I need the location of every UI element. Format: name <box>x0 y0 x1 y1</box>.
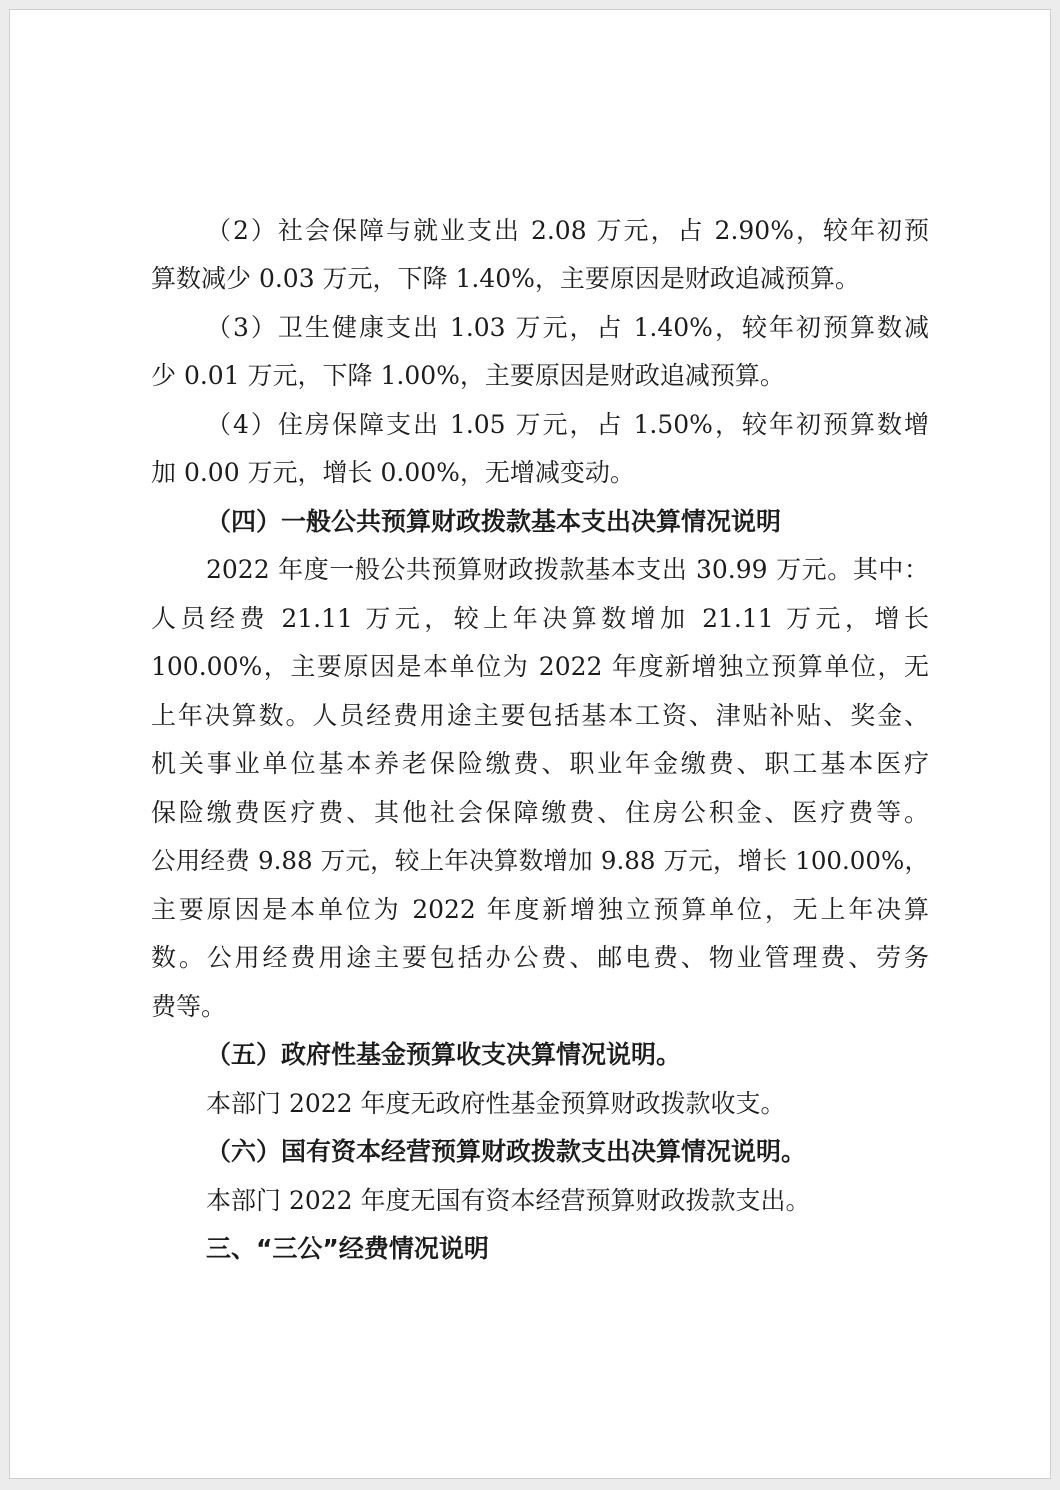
text-line: 加 0.00 万元，增长 0.00%，无增减变动。 <box>151 458 635 487</box>
text-line: 本部门 2022 年度无政府性基金预算财政拨款收支。 <box>206 1089 786 1118</box>
text-line: 公用经费 9.88 万元，较上年决算数增加 9.88 万元，增长 100.00%， <box>151 846 929 875</box>
text-line: 保险缴费医疗费、其他社会保障缴费、住房公积金、医疗费等。 <box>151 798 929 827</box>
text-line: （4）住房保障支出 1.05 万元，占 1.50%，较年初预算数增 <box>206 410 929 439</box>
text-line: 算数减少 0.03 万元，下降 1.40%，主要原因是财政追减预算。 <box>151 264 860 293</box>
text-line: 机关事业单位基本养老保险缴费、职业年金缴费、职工基本医疗 <box>151 749 929 778</box>
section-heading: （四）一般公共预算财政拨款基本支出决算情况说明 <box>206 507 782 536</box>
section-heading: （五）政府性基金预算收支决算情况说明。 <box>206 1040 682 1069</box>
text-line: 数。公用经费用途主要包括办公费、邮电费、物业管理费、劳务 <box>151 943 929 972</box>
text-line: 人员经费 21.11 万元，较上年决算数增加 21.11 万元，增长 <box>151 604 929 633</box>
text-line: 费等。 <box>151 992 227 1021</box>
text-line: （2）社会保障与就业支出 2.08 万元，占 2.90%，较年初预 <box>206 216 929 245</box>
text-line: 100.00%，主要原因是本单位为 2022 年度新增独立预算单位，无 <box>151 652 929 681</box>
text-line: 本部门 2022 年度无国有资本经营预算财政拨款支出。 <box>206 1186 811 1215</box>
text-line: 上年决算数。人员经费用途主要包括基本工资、津贴补贴、奖金、 <box>151 701 929 730</box>
section-heading: 三、“三公”经费情况说明 <box>206 1234 489 1263</box>
text-line: 主要原因是本单位为 2022 年度新增独立预算单位，无上年决算 <box>151 895 929 924</box>
text-line: 2022 年度一般公共预算财政拨款基本支出 30.99 万元。其中： <box>206 555 929 584</box>
text-line: 少 0.01 万元，下降 1.00%，主要原因是财政追减预算。 <box>151 361 785 390</box>
text-line: （3）卫生健康支出 1.03 万元，占 1.40%，较年初预算数减 <box>206 313 929 342</box>
document-page <box>9 9 1051 1479</box>
section-heading: （六）国有资本经营预算财政拨款支出决算情况说明。 <box>206 1137 807 1166</box>
